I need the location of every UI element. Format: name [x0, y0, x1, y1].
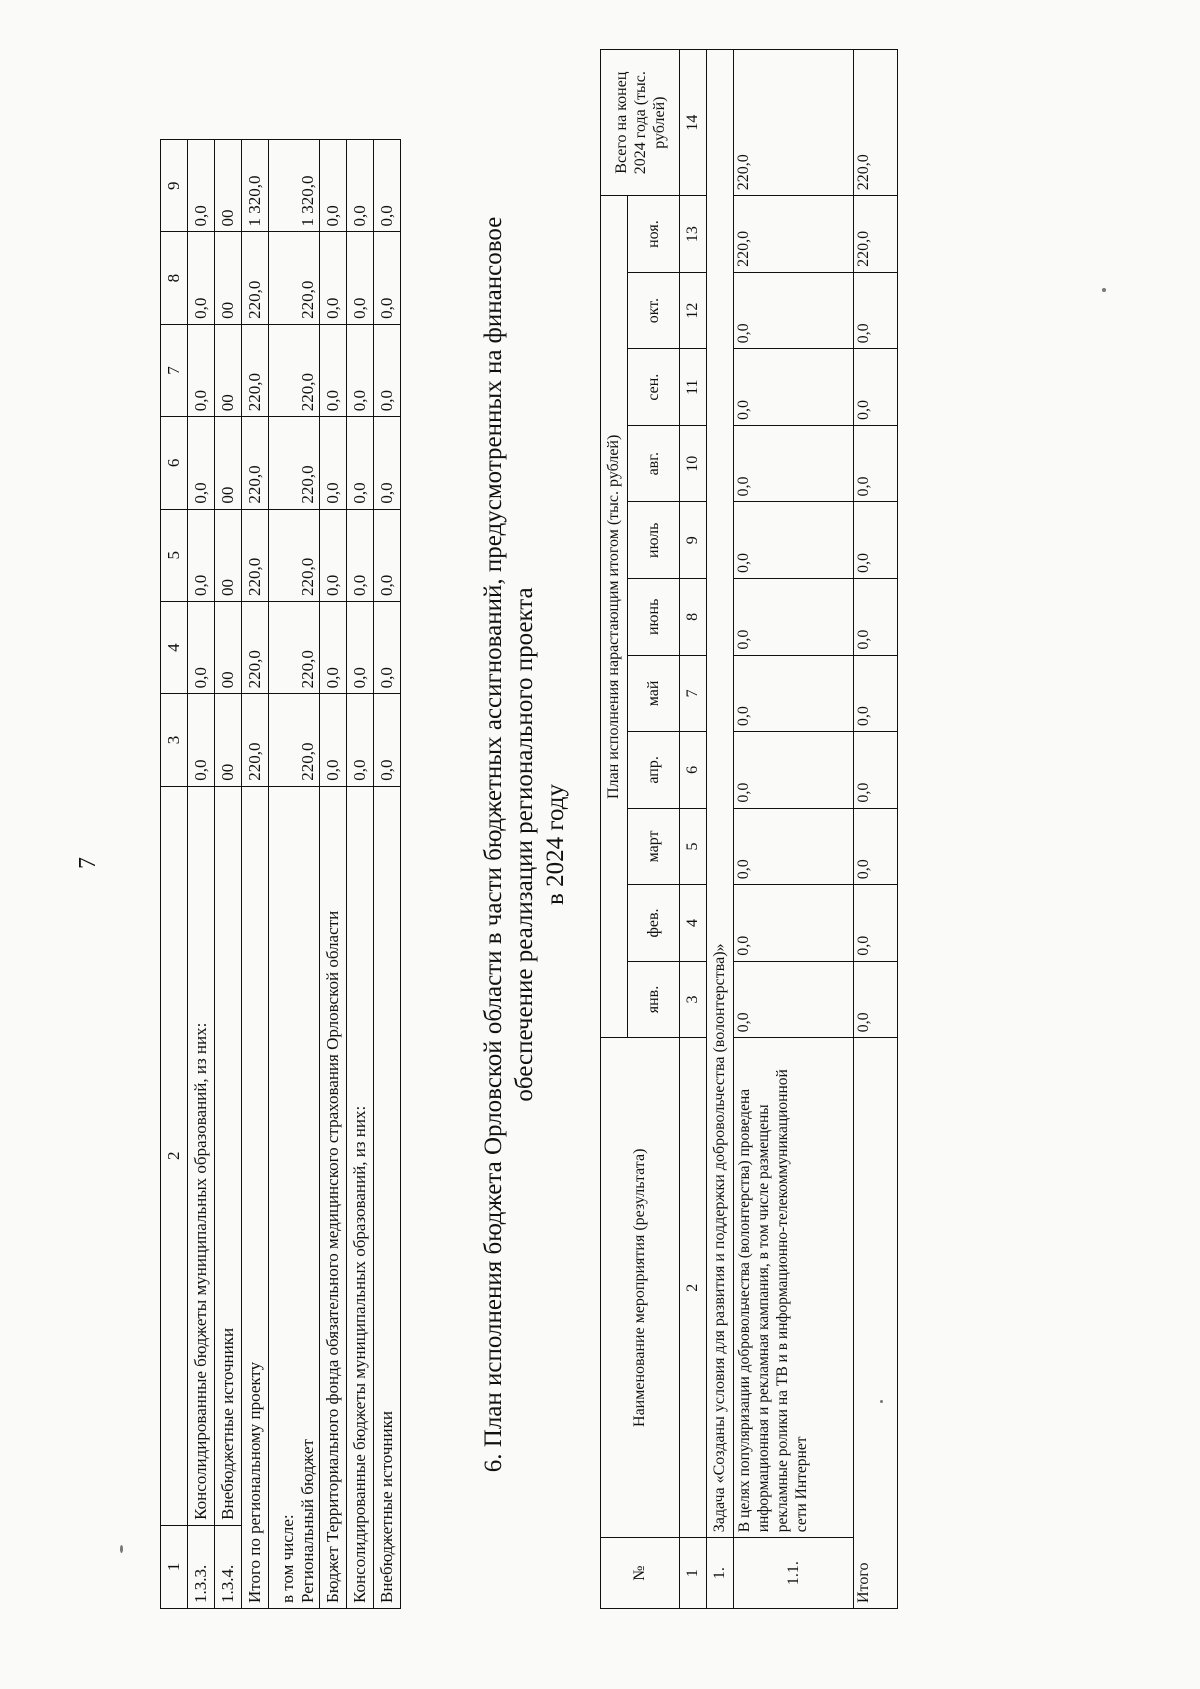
month-header: авг.	[628, 425, 680, 502]
section-title-line2: обеспечение реализации регионального проекта	[511, 587, 538, 1102]
header-cell: 7	[161, 324, 188, 416]
row-label-main: Региональный бюджет	[298, 1439, 317, 1603]
column-number: 7	[680, 655, 707, 732]
value-cell: 0,0	[854, 961, 898, 1038]
column-number: 8	[680, 579, 707, 656]
value-cell: 0,0	[320, 509, 347, 601]
value-cell: 0,0	[320, 324, 347, 416]
row-label: Внебюджетные источники	[215, 786, 242, 1525]
value-cell: 220,0	[854, 196, 898, 273]
value-cell: 0,0	[188, 417, 215, 509]
total-cell: 220,0	[734, 50, 854, 196]
value-cell: 0,0	[854, 502, 898, 579]
value-cell: 220,0	[242, 324, 269, 416]
budget-table-continued	[160, 139, 401, 1609]
value-cell: 0,0	[320, 140, 347, 232]
value-cell: 220,0	[269, 601, 320, 693]
value-cell: 0,0	[854, 885, 898, 962]
value-cell: 0,0	[374, 509, 401, 601]
value-cell: 00	[215, 694, 242, 786]
value-cell: 0,0	[854, 655, 898, 732]
header-name: Наименование мероприятия (результата)	[601, 1038, 680, 1538]
value-cell: 0,0	[347, 140, 374, 232]
value-cell: 220,0	[269, 694, 320, 786]
value-cell: 1 320,0	[269, 140, 320, 232]
column-number: 1	[680, 1538, 707, 1609]
value-cell: 0,0	[734, 579, 854, 656]
month-header: ноя.	[628, 196, 680, 273]
value-cell: 220,0	[242, 232, 269, 324]
value-cell: 00	[215, 324, 242, 416]
value-cell: 0,0	[347, 509, 374, 601]
task-number: 1.	[707, 1538, 734, 1609]
value-cell: 220,0	[242, 417, 269, 509]
row-label: Бюджет Территориального фонда обязательного медицинского страхования Орловской области	[320, 786, 347, 1608]
row-label-prefix: в том числе:	[278, 1514, 297, 1603]
month-header: сен.	[628, 349, 680, 426]
header-total: Всего на конец 2024 года (тыс. рублей)	[601, 50, 680, 196]
value-cell: 0,0	[188, 601, 215, 693]
column-number: 10	[680, 425, 707, 502]
item-row	[734, 50, 854, 1609]
value-cell: 0,0	[320, 417, 347, 509]
value-cell: 220,0	[734, 196, 854, 273]
value-cell: 0,0	[854, 349, 898, 426]
month-header: янв.	[628, 961, 680, 1038]
column-number: 12	[680, 272, 707, 349]
value-cell: 220,0	[242, 694, 269, 786]
header-cell: 8	[161, 232, 188, 324]
value-cell: 0,0	[347, 417, 374, 509]
column-number: 5	[680, 808, 707, 885]
table-row	[347, 140, 374, 1609]
value-cell: 220,0	[269, 232, 320, 324]
item-label: В целях популяризации добровольчества (волонтерства) проведена информационная и рекламная кампания, в том числе размещены рекламные ролики на ТВ и в информационно-телекоммуникационной сети Интернет	[734, 1038, 854, 1538]
row-number: 1.3.4.	[215, 1525, 242, 1608]
row-label: Внебюджетные источники	[374, 786, 401, 1608]
column-number: 11	[680, 349, 707, 426]
page-number: 7	[75, 857, 101, 869]
value-cell: 0,0	[734, 425, 854, 502]
header-plan: План исполнения нарастающим итогом (тыс. рублей)	[601, 196, 628, 1038]
table-row	[374, 140, 401, 1609]
value-cell: 0,0	[734, 502, 854, 579]
header-cell: 4	[161, 601, 188, 693]
header-cell: 9	[161, 140, 188, 232]
row-label	[269, 786, 320, 1608]
row-label: Консолидированные бюджеты муниципальных образований, из них:	[347, 786, 374, 1608]
column-number: 4	[680, 885, 707, 962]
value-cell: 0,0	[854, 425, 898, 502]
value-cell: 00	[215, 140, 242, 232]
value-cell: 0,0	[188, 509, 215, 601]
value-cell: 0,0	[734, 349, 854, 426]
value-cell: 220,0	[242, 601, 269, 693]
row-number: 1.3.3.	[188, 1525, 215, 1608]
value-cell: 0,0	[347, 601, 374, 693]
header-number: №	[601, 1538, 680, 1609]
value-cell: 0,0	[854, 808, 898, 885]
total-row	[854, 50, 898, 1609]
table-row	[215, 140, 242, 1609]
table-header-row	[161, 140, 188, 1609]
value-cell: 0,0	[347, 694, 374, 786]
month-header: фев.	[628, 885, 680, 962]
value-cell: 220,0	[269, 324, 320, 416]
value-cell: 220,0	[269, 509, 320, 601]
month-header: апр.	[628, 732, 680, 809]
value-cell: 0,0	[188, 140, 215, 232]
header-cell: 3	[161, 694, 188, 786]
value-cell: 0,0	[734, 808, 854, 885]
column-number: 2	[680, 1038, 707, 1538]
item-number: 1.1.	[734, 1538, 854, 1609]
value-cell: 00	[215, 509, 242, 601]
value-cell: 0,0	[188, 694, 215, 786]
row-label: Итого по региональному проекту	[242, 786, 269, 1608]
value-cell: 0,0	[320, 601, 347, 693]
value-cell: 220,0	[269, 417, 320, 509]
column-number: 6	[680, 732, 707, 809]
value-cell: 00	[215, 601, 242, 693]
value-cell: 0,0	[734, 961, 854, 1038]
value-cell: 0,0	[734, 885, 854, 962]
value-cell: 0,0	[734, 655, 854, 732]
value-cell: 00	[215, 232, 242, 324]
table-row	[269, 140, 320, 1609]
value-cell: 00	[215, 417, 242, 509]
column-number: 3	[680, 961, 707, 1038]
value-cell: 0,0	[734, 732, 854, 809]
value-cell: 0,0	[854, 272, 898, 349]
month-header: май	[628, 655, 680, 732]
column-number: 9	[680, 502, 707, 579]
table-row	[320, 140, 347, 1609]
value-cell: 0,0	[374, 232, 401, 324]
value-cell: 1 320,0	[242, 140, 269, 232]
value-cell: 220,0	[242, 509, 269, 601]
header-cell: 5	[161, 509, 188, 601]
total-cell: 220,0	[854, 50, 898, 196]
total-label: Итого	[854, 1038, 898, 1609]
month-header: окт.	[628, 272, 680, 349]
value-cell: 0,0	[854, 732, 898, 809]
value-cell: 0,0	[854, 579, 898, 656]
value-cell: 0,0	[374, 417, 401, 509]
value-cell: 0,0	[347, 324, 374, 416]
budget-execution-plan-table	[600, 49, 898, 1609]
column-number: 13	[680, 196, 707, 273]
task-row	[707, 50, 734, 1609]
value-cell: 0,0	[347, 232, 374, 324]
month-header: июнь	[628, 579, 680, 656]
value-cell: 0,0	[374, 324, 401, 416]
value-cell: 0,0	[320, 232, 347, 324]
value-cell: 0,0	[734, 272, 854, 349]
value-cell: 0,0	[374, 694, 401, 786]
value-cell: 0,0	[320, 694, 347, 786]
month-header: март	[628, 808, 680, 885]
column-numbers-row	[680, 50, 707, 1609]
header-cell: 2	[161, 786, 188, 1525]
month-header: июль	[628, 502, 680, 579]
value-cell: 0,0	[188, 324, 215, 416]
table-row	[188, 140, 215, 1609]
section-title: 6. План исполнения бюджета Орловской области в части бюджетных ассигнований, предусмотренных на финансовое	[480, 216, 507, 1473]
table-header-row	[601, 50, 628, 1609]
section-title-line3: в 2024 году	[542, 784, 569, 905]
task-label: Задача «Созданы условия для развития и поддержки добровольчества (волонтерства)»	[707, 50, 734, 1538]
row-label: Консолидированные бюджеты муниципальных образований, из них:	[188, 786, 215, 1525]
value-cell: 0,0	[188, 232, 215, 324]
value-cell: 0,0	[374, 140, 401, 232]
header-cell: 6	[161, 417, 188, 509]
header-cell: 1	[161, 1525, 188, 1608]
value-cell: 0,0	[374, 601, 401, 693]
table-row	[242, 140, 269, 1609]
column-number: 14	[680, 50, 707, 196]
